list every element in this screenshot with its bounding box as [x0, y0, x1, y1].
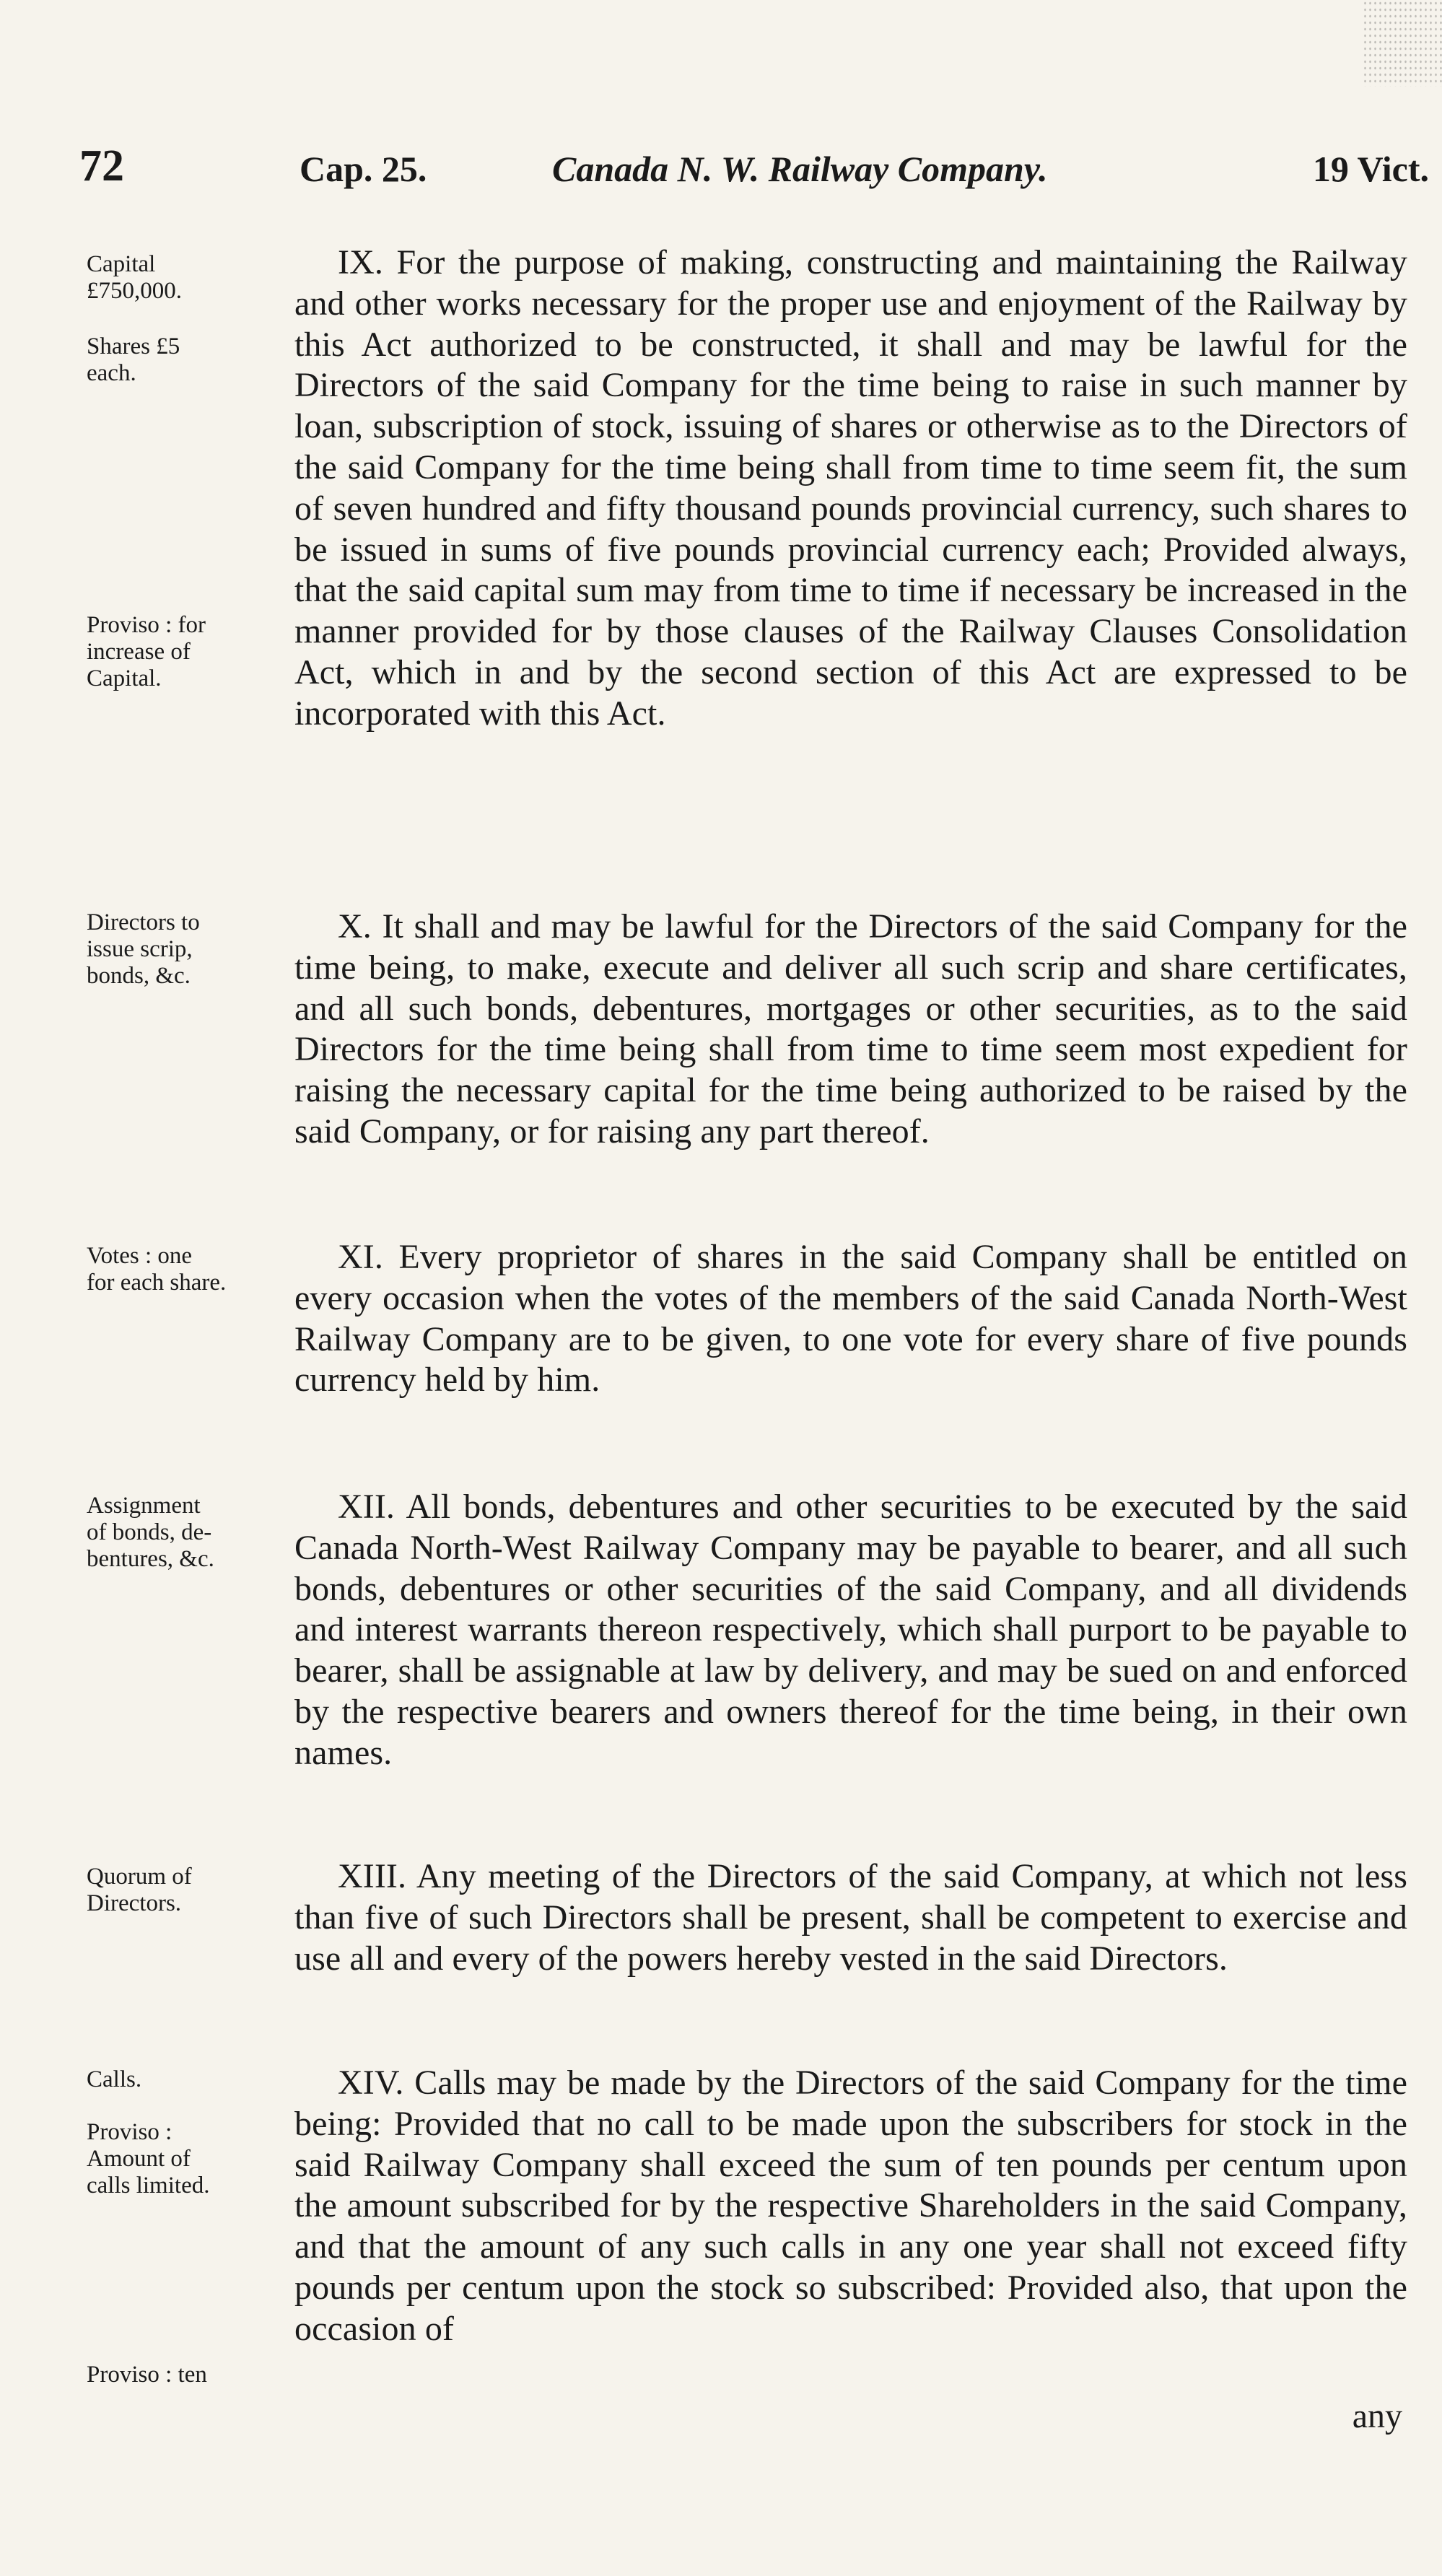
margin-note-proviso-capital: Proviso : for increase of Capital.	[87, 612, 206, 691]
chapter-label: Cap. 25.	[300, 149, 427, 189]
section-xiii: XIII. Any meeting of the Directors of the said Company, at which not less than five of such Directors shall be present, shall be competent to exercise and use all and every of the powers hereby vested in the said Directors.	[294, 1857, 1407, 1978]
act-title: Canada N. W. Railway Company.	[552, 149, 1048, 189]
margin-note-assignment: Assignment of bonds, de- bentures, &c.	[87, 1493, 214, 1572]
regnal-year: 19 Vict.	[1312, 149, 1429, 189]
section-xiv: XIV. Calls may be made by the Directors of the said Company for the time being: Provided that no call to be made upon the subscribers for stock in the said Railway Company shall exceed the sum of ten pounds per centum upon the amount subscribed for by the respective Shareholders in the said Company, and that the amount of any such calls in any one year shall not exceed fifty pounds per centum upon the stock so subscribed: Provided also, that upon the occasion of	[294, 2064, 1407, 2348]
section-xi: XI. Every proprietor of shares in the said Company shall be entitled on every occasion when the votes of the members of the said Canada North-West Railway Company are to be given, to one vote for every share of five pounds currency held by him.	[294, 1238, 1407, 1400]
running-header	[79, 141, 1429, 206]
margin-note-proviso-calls: Proviso : Amount of calls limited.	[87, 2119, 210, 2199]
section-ix: IX. For the purpose of making, constructing and maintaining the Railway and other works necessary for the proper use and enjoyment of the Railway by this Act authorized to be constructed, it shall and may be lawful for the Directors of the said Company for the time being to raise in such manner by loan, subscription of stock, issuing of shares or otherwise as to the Directors of the said Company for the time being shall from time to time seem fit, the sum of seven hundred and fifty thousand pounds provincial currency, such shares to be issued in sums of five pounds provincial currency each; Provided always, that the said capital sum may from time to time if necessary be increased in the manner provided for by those clauses of the Railway Clauses Consolidation Act, which in and by the second section of this Act are expressed to be incorporated with this Act.	[294, 243, 1407, 733]
margin-note-directors-scrip: Directors to issue scrip, bonds, &c.	[87, 909, 200, 989]
margin-note-quorum: Quorum of Directors.	[87, 1864, 192, 1916]
page-number: 72	[79, 141, 124, 191]
catchword: any	[1352, 2397, 1402, 2435]
margin-note-votes: Votes : one for each share.	[87, 1243, 227, 1296]
margin-note-capital: Capital £750,000.	[87, 251, 182, 304]
section-xii: XII. All bonds, debentures and other securities to be executed by the said Canada North-West Railway Company may be payable to bearer, and all such bonds, debentures or other securities of the said Company, and all dividends and interest warrants thereon respectively, which shall purport to be payable to bearer, shall be assignable at law by delivery, and may be sued on and enforced by the respective bearers and owners thereof for the time being, in their own names.	[294, 1488, 1407, 1772]
margin-note-proviso-ten: Proviso : ten	[87, 2362, 207, 2388]
margin-note-calls: Calls.	[87, 2066, 142, 2092]
page-speckle	[1363, 0, 1442, 87]
margin-note-shares: Shares £5 each.	[87, 333, 180, 386]
section-x: X. It shall and may be lawful for the Directors of the said Company for the time being, to make, execute and deliver all such scrip and share certificates, and all such bonds, debentures, mortgages or other securities, as to the said Directors for the time being shall from time to time seem most expedient for raising the necessary capital for the time being authorized to be raised by the said Company, or for raising any part thereof.	[294, 907, 1407, 1151]
